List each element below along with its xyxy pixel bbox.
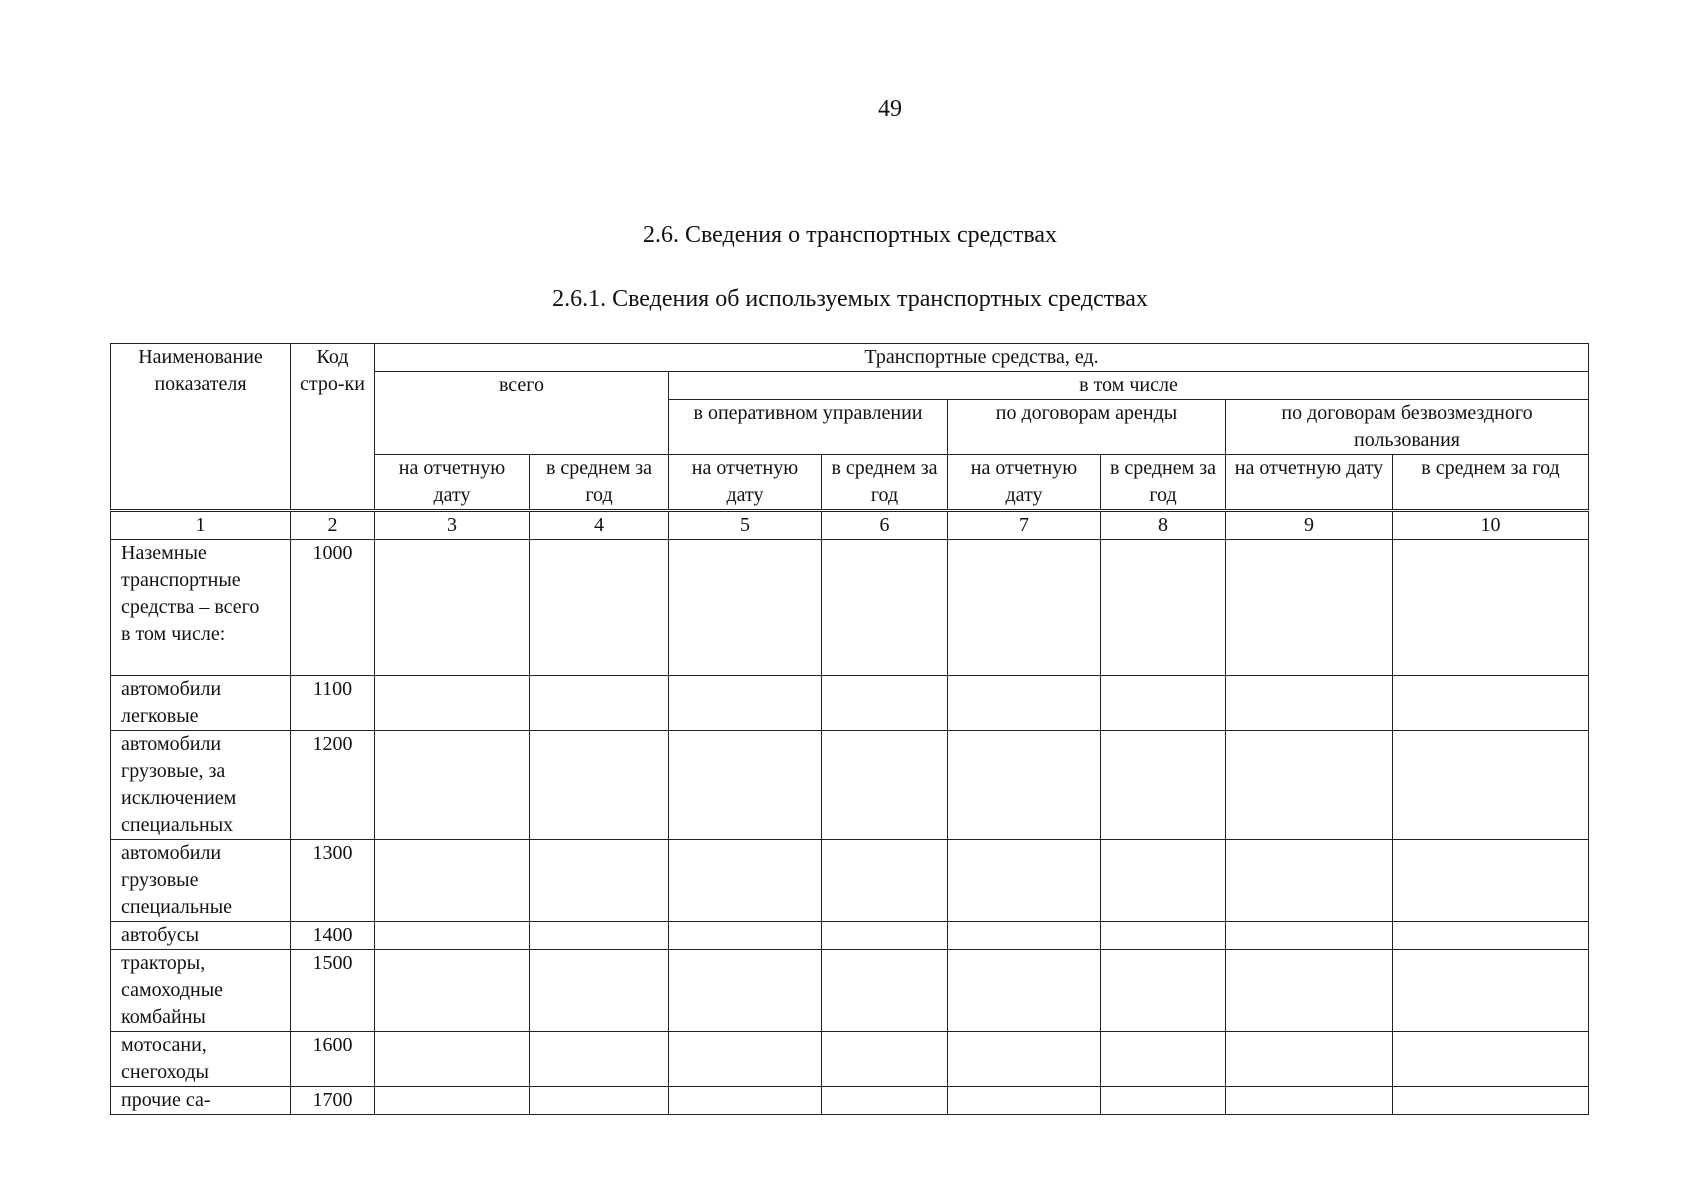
header-on-date: на отчетную дату	[948, 455, 1101, 511]
row-name: Наземные транспортные средства – всего в том числе:	[111, 540, 291, 676]
header-avg-year: в среднем за год	[530, 455, 669, 511]
column-number: 10	[1393, 511, 1589, 540]
value-cell[interactable]	[375, 540, 530, 676]
value-cell[interactable]	[530, 1032, 669, 1087]
value-cell[interactable]	[822, 1087, 948, 1115]
row-name: автомобили грузовые специальные	[111, 840, 291, 922]
column-number: 5	[669, 511, 822, 540]
row-code: 1300	[291, 840, 375, 922]
value-cell[interactable]	[669, 922, 822, 950]
header-on-date: на отчетную дату	[1226, 455, 1393, 511]
value-cell[interactable]	[1393, 676, 1589, 731]
row-name: тракторы, самоходные комбайны	[111, 950, 291, 1032]
value-cell[interactable]	[530, 540, 669, 676]
header-on-date: на отчетную дату	[669, 455, 822, 511]
value-cell[interactable]	[375, 1087, 530, 1115]
value-cell[interactable]	[1101, 922, 1226, 950]
header-name: Наименование показателя	[111, 344, 291, 511]
value-cell[interactable]	[375, 676, 530, 731]
column-number: 8	[1101, 511, 1226, 540]
row-code: 1000	[291, 540, 375, 676]
value-cell[interactable]	[669, 840, 822, 922]
value-cell[interactable]	[1226, 840, 1393, 922]
value-cell[interactable]	[948, 1032, 1101, 1087]
header-total: всего	[375, 372, 669, 455]
row-name: мотосани, снегоходы	[111, 1032, 291, 1087]
value-cell[interactable]	[1101, 1032, 1226, 1087]
row-code: 1600	[291, 1032, 375, 1087]
table-body	[111, 540, 1589, 1115]
value-cell[interactable]	[669, 1032, 822, 1087]
column-number: 7	[948, 511, 1101, 540]
row-name: автомобили легковые	[111, 676, 291, 731]
column-number: 3	[375, 511, 530, 540]
value-cell[interactable]	[1226, 1087, 1393, 1115]
value-cell[interactable]	[669, 540, 822, 676]
value-cell[interactable]	[669, 950, 822, 1032]
value-cell[interactable]	[1101, 676, 1226, 731]
table-row	[111, 1087, 1589, 1115]
row-code: 1100	[291, 676, 375, 731]
value-cell[interactable]	[375, 731, 530, 840]
column-number: 1	[111, 511, 291, 540]
section-title: 2.6. Сведения о транспортных средствах	[642, 222, 1058, 248]
value-cell[interactable]	[822, 676, 948, 731]
value-cell[interactable]	[1101, 540, 1226, 676]
value-cell[interactable]	[1226, 922, 1393, 950]
value-cell[interactable]	[669, 731, 822, 840]
row-code: 1500	[291, 950, 375, 1032]
value-cell[interactable]	[1393, 1087, 1589, 1115]
value-cell[interactable]	[530, 676, 669, 731]
header-on-date: на отчетную дату	[375, 455, 530, 511]
table-row	[111, 950, 1589, 1032]
value-cell[interactable]	[1393, 922, 1589, 950]
value-cell[interactable]	[948, 840, 1101, 922]
value-cell[interactable]	[1393, 950, 1589, 1032]
value-cell[interactable]	[822, 840, 948, 922]
value-cell[interactable]	[530, 731, 669, 840]
column-number: 2	[291, 511, 375, 540]
header-free-use: по договорам безвозмездного пользования	[1226, 400, 1589, 455]
header-avg-year: в среднем за год	[822, 455, 948, 511]
table-row	[111, 922, 1589, 950]
value-cell[interactable]	[375, 922, 530, 950]
vehicles-table	[110, 343, 1589, 1115]
value-cell[interactable]	[948, 1087, 1101, 1115]
value-cell[interactable]	[1226, 1032, 1393, 1087]
value-cell[interactable]	[948, 950, 1101, 1032]
value-cell[interactable]	[822, 1032, 948, 1087]
value-cell[interactable]	[1393, 840, 1589, 922]
row-code: 1700	[291, 1087, 375, 1115]
row-name: автобусы	[111, 922, 291, 950]
header-lease: по договорам аренды	[948, 400, 1226, 455]
header-including: в том числе	[669, 372, 1589, 400]
table-row	[111, 1032, 1589, 1087]
column-number: 4	[530, 511, 669, 540]
value-cell[interactable]	[948, 731, 1101, 840]
column-number: 9	[1226, 511, 1393, 540]
value-cell[interactable]	[1226, 950, 1393, 1032]
value-cell[interactable]	[669, 1087, 822, 1115]
row-name: прочие са-	[111, 1087, 291, 1115]
row-code: 1200	[291, 731, 375, 840]
value-cell[interactable]	[1226, 540, 1393, 676]
header-avg-year: в среднем за год	[1101, 455, 1226, 511]
table-row	[111, 731, 1589, 840]
row-code: 1400	[291, 922, 375, 950]
value-cell[interactable]	[1101, 840, 1226, 922]
column-numbers-row	[111, 511, 1589, 540]
value-cell[interactable]	[822, 540, 948, 676]
table-row	[111, 676, 1589, 731]
value-cell[interactable]	[1393, 1032, 1589, 1087]
table-header	[111, 344, 1589, 540]
value-cell[interactable]	[669, 676, 822, 731]
value-cell[interactable]	[530, 1087, 669, 1115]
header-vehicles-group: Транспортные средства, ед.	[375, 344, 1589, 372]
value-cell[interactable]	[948, 922, 1101, 950]
value-cell[interactable]	[375, 950, 530, 1032]
table-row	[111, 840, 1589, 922]
value-cell[interactable]	[822, 731, 948, 840]
value-cell[interactable]	[530, 950, 669, 1032]
value-cell[interactable]	[948, 540, 1101, 676]
column-number: 6	[822, 511, 948, 540]
value-cell[interactable]	[1101, 950, 1226, 1032]
header-code: Код стро-ки	[291, 344, 375, 511]
value-cell[interactable]	[375, 1032, 530, 1087]
value-cell[interactable]	[530, 840, 669, 922]
header-avg-year: в среднем за год	[1393, 455, 1589, 511]
value-cell[interactable]	[1393, 540, 1589, 676]
value-cell[interactable]	[822, 950, 948, 1032]
subsection-title: 2.6.1. Сведения об используемых транспортных средствах	[552, 286, 1148, 312]
value-cell[interactable]	[948, 676, 1101, 731]
table-row	[111, 540, 1589, 676]
header-operational-mgmt: в оперативном управлении	[669, 400, 948, 455]
value-cell[interactable]	[1101, 1087, 1226, 1115]
value-cell[interactable]	[375, 840, 530, 922]
value-cell[interactable]	[1393, 731, 1589, 840]
value-cell[interactable]	[530, 922, 669, 950]
row-name: автомобили грузовые, за исключением специальных	[111, 731, 291, 840]
value-cell[interactable]	[1226, 676, 1393, 731]
value-cell[interactable]	[1226, 731, 1393, 840]
value-cell[interactable]	[822, 922, 948, 950]
page-number: 49	[878, 96, 902, 122]
value-cell[interactable]	[1101, 731, 1226, 840]
